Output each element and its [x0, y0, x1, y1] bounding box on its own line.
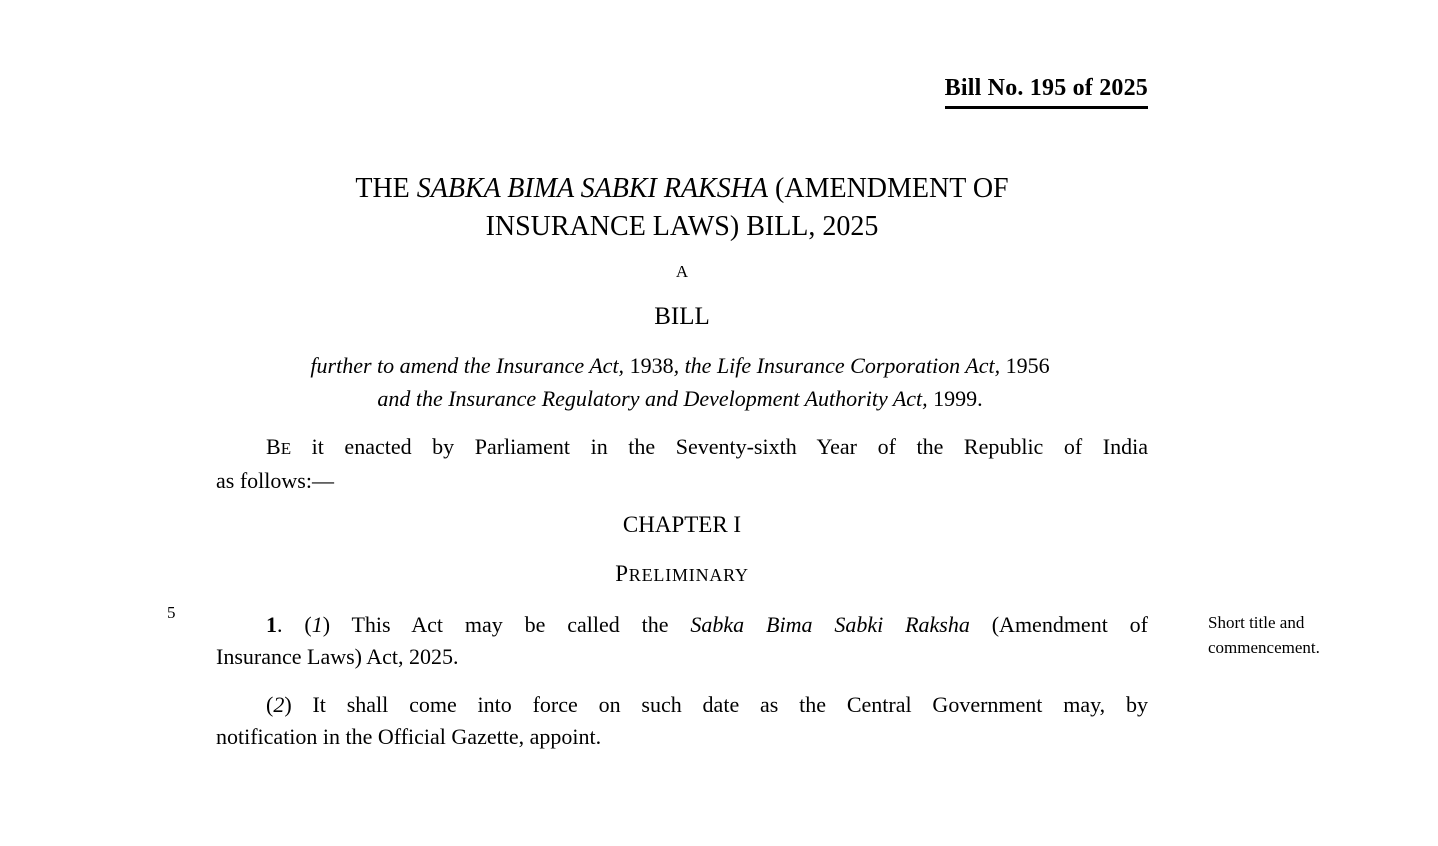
- margin-line-number: 5: [167, 603, 176, 622]
- enacting-text: it enacted by Parliament in the Seventy-sixth Year of the Republic of India: [291, 434, 1148, 459]
- enacting-initial: B: [266, 434, 281, 459]
- title-segment: (AMENDMENT OF: [768, 173, 1009, 204]
- bill-title: [216, 170, 1148, 246]
- section-text: (Amendment of: [969, 612, 1148, 637]
- enacting-smallcap: E: [280, 439, 292, 458]
- section-text: ) This Act may be called the: [322, 612, 691, 637]
- text-line: [216, 431, 1148, 465]
- section-text: . (: [277, 612, 312, 637]
- chapter-heading: CHAPTER I: [622, 512, 742, 537]
- bill-number: Bill No. 195 of 2025: [945, 74, 1148, 109]
- preliminary-heading: [216, 560, 1148, 589]
- text-line: [216, 689, 1148, 721]
- text-line: [216, 609, 1148, 641]
- text-line: [216, 641, 1148, 673]
- title-segment: THE: [355, 173, 417, 204]
- section-1-clause-2-paragraph: [216, 689, 1148, 753]
- clause-number-italic: 2: [273, 692, 285, 717]
- section-text: Insurance Laws) Act, 2025.: [216, 644, 459, 669]
- article-label: A: [675, 262, 689, 281]
- preamble-year: 1938: [624, 353, 674, 378]
- preliminary-rest: RELIMINARY: [628, 565, 749, 585]
- text-line: [216, 465, 1148, 497]
- section-1-paragraph: [216, 609, 1148, 673]
- clause-number-italic: 1: [311, 612, 323, 637]
- preamble-year: 1956: [1000, 353, 1050, 378]
- bill-word-label: BILL: [654, 303, 710, 330]
- preamble-segment-italic: , the Life Insurance Corporation Act,: [673, 353, 1001, 378]
- margin-note-short-title: Short title and commencement.: [1208, 613, 1320, 657]
- preamble-year: 1999.: [927, 386, 983, 411]
- text-line: [216, 721, 1148, 753]
- preliminary-initial: P: [615, 561, 629, 586]
- enacting-text: as follows:—: [216, 468, 334, 493]
- title-line2: INSURANCE LAWS) BILL, 2025: [485, 211, 879, 242]
- title-segment-italic: SABKA BIMA SABKI RAKSHA: [416, 173, 769, 204]
- preamble-segment-italic: and the Insurance Regulatory and Development Authority Act,: [377, 386, 928, 411]
- act-name-italic: Sabka Bima Sabki Raksha: [690, 612, 970, 637]
- clause-text: ) It shall come into force on such date as the Central Government may, by: [284, 692, 1148, 717]
- clause-text: (: [266, 692, 274, 717]
- preamble: [180, 349, 1180, 415]
- preamble-segment-italic: further to amend the Insurance Act,: [310, 353, 625, 378]
- clause-text: notification in the Official Gazette, appoint.: [216, 724, 602, 749]
- enacting-clause: [216, 431, 1148, 497]
- section-number: 1: [266, 612, 277, 637]
